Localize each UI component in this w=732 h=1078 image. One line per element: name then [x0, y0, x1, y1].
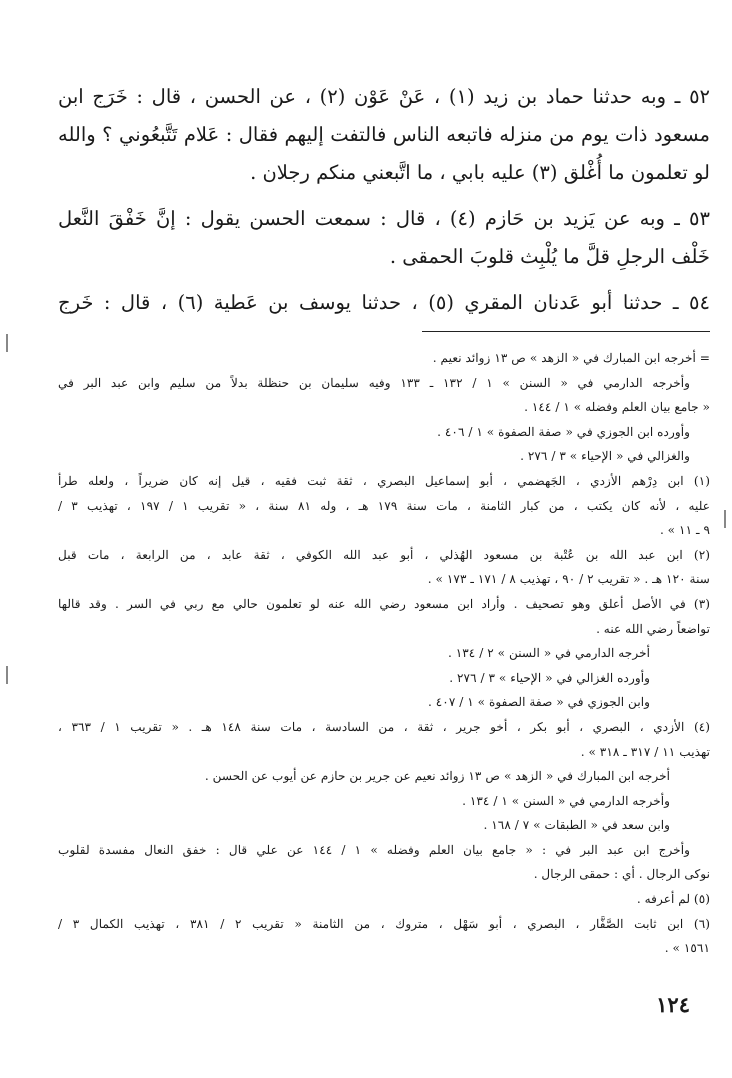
- footnote-line: وابن سعد في « الطبقات » ٧ / ١٦٨ .: [483, 818, 670, 833]
- footnote-line: أخرجه الدارمي في « السنن » ٢ / ١٣٤ .: [447, 646, 650, 661]
- scan-edge-mark: [724, 510, 726, 528]
- footnote-line: = أخرجه ابن المبارك في « الزهد » ص ١٣ زوائد نعيم .: [432, 351, 710, 365]
- hadith-52-line-2: مسعود ذات يوم من منزله فاتبعه الناس فالتفت إليهم فقال : عَلام تَتَّبعُوني ؟ والله: [58, 123, 710, 146]
- footnote-line: وأخرجه الدارمي في « السنن » ١ / ١٣٤ .: [462, 793, 670, 808]
- footnote-line: ٩ ـ ١١ » .: [659, 523, 710, 538]
- footnote-line: أخرجه ابن المبارك في « الزهد » ص ١٣ زوائد نعيم عن جرير بن حازم عن أيوب عن الحسن .: [204, 769, 670, 784]
- footnotes: [58, 346, 710, 961]
- footnote-line: (٦) ابن ثابت الصَّفَّار ، البصري ، أبو سَهْل ، متروك ، من الثامنة « تقريب ٢ / ٣٨١ ، تهذيب الكمال ٣ /: [58, 916, 710, 931]
- footnote-line: نوكى الرجال . أي : حمقى الرجال .: [533, 867, 710, 882]
- footnote-line: ١٥٦١ » .: [664, 941, 710, 956]
- hadith-53-line-1: ٥٣ ـ وبه عن يَزيد بن حَازم (٤) ، قال : سمعت الحسن يقول : إنَّ خَفْقَ النَّعل: [58, 207, 710, 230]
- hadith-54-line-1: ٥٤ ـ حدثنا أبو عَدنان المقري (٥) ، حدثنا يوسف بن عَطية (٦) ، قال : خَرج: [58, 291, 710, 314]
- footnote-separator: [422, 331, 710, 332]
- footnote-line: (٢) ابن عبد الله بن عُتْبة بن مسعود الهُذلي ، أبو عبد الله الكوفي ، ثقة عابد ، من الرابعة ، مات قبل: [58, 547, 710, 562]
- footnote-line: عليه ، لأنه كان يكتب ، من كبار الثامنة ، مات سنة ١٧٩ هـ ، وله ٨١ سنة ، « تقريب ١ / ١٩٧ ، تهذيب ٣ /: [58, 498, 710, 513]
- footnote-line: تهذيب ١١ / ٣١٧ ـ ٣١٨ » .: [580, 744, 710, 759]
- footnote-line: وابن الجوزي في « صفة الصفوة » ١ / ٤٠٧ .: [427, 695, 650, 710]
- scan-edge-mark: [6, 334, 8, 352]
- hadith-52: [58, 78, 710, 192]
- footnote-line: وأخرجه الدارمي في « السنن » ١ / ١٣٢ ـ ١٣٣ وفيه سليمان بن حنظلة بدلاً من سليم وابن عبد البر في: [58, 375, 690, 390]
- footnote-line: (٥) لم أعرفه .: [636, 892, 710, 907]
- footnote-line: (٣) في الأصل أعلق وهو تصحيف . وأراد ابن مسعود رضي الله عنه لو تعلمون حالي مع ربي في السر . وقد قالها: [58, 596, 710, 611]
- footnote-line: تواضعاً رضي الله عنه .: [596, 621, 710, 636]
- footnote-line: وأورده الغزالي في « الإحياء » ٣ / ٢٧٦ .: [449, 670, 650, 685]
- footnote-line: (٤) الأزدي ، البصري ، أبو بكر ، أخو جرير ، ثقة ، من السادسة ، مات سنة ١٤٨ هـ . « تقريب ١ / ٣٦٣ ،: [58, 719, 710, 734]
- footnote-line: والغزالي في « الإحياء » ٣ / ٢٧٦ .: [520, 449, 690, 464]
- book-page: [58, 78, 710, 1058]
- scan-edge-mark: [6, 666, 8, 684]
- footnote-line: وأخرج ابن عبد البر في : « جامع بيان العلم وفضله » ١ / ١٤٤ عن علي قال : خفق النعال مفسدة لقلوب: [58, 842, 690, 857]
- hadith-52-line-3: لو تعلمون ما أُغْلق (٣) عليه بابي ، ما اتَّبعني منكم رجلان .: [250, 161, 710, 184]
- footnote-line: سنة ١٢٠ هـ . « تقريب ٢ / ٩٠ ، تهذيب ٨ / ١٧١ ـ ١٧٣ » .: [427, 572, 710, 587]
- page-number: ١٢٤: [656, 992, 690, 1017]
- hadith-54: [58, 284, 710, 322]
- footnote-line: « جامع بيان العلم وفضله » ١ / ١٤٤ .: [524, 400, 710, 415]
- footnote-line: (١) ابن دِرْهم الأزدي ، الجَهضمي ، أبو إسماعيل البصري ، ثقة ثبت فقيه ، قيل إنه كان ضريراً ، ولعله طرأ: [58, 473, 710, 488]
- hadith-53-line-2: خَلْف الرجلِ قلَّ ما يُلْبِث قلوبَ الحمقى .: [389, 245, 710, 268]
- footnote-line: وأورده ابن الجوزي في « صفة الصفوة » ١ / ٤٠٦ .: [437, 424, 690, 439]
- hadith-52-line-1: ٥٢ ـ وبه حدثنا حماد بن زيد (١) ، عَنْ عَوْن (٢) ، عن الحسن ، قال : خَرَج ابن: [58, 85, 711, 108]
- hadith-53: [58, 200, 710, 276]
